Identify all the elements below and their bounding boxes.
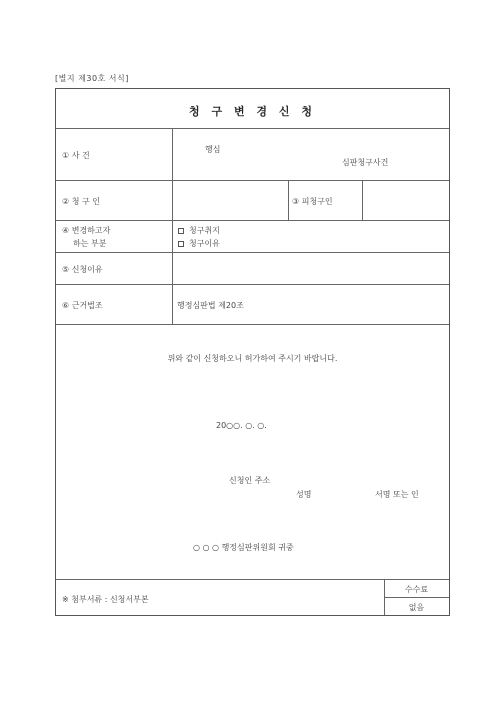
applicant-address-label: 신청인 주소 (229, 476, 271, 485)
divider (56, 252, 449, 253)
form-title: 청 구 변 경 신 청 (189, 105, 316, 118)
checkbox-icon[interactable] (178, 241, 184, 247)
checkbox-icon[interactable] (178, 228, 184, 234)
divider (56, 220, 449, 221)
divider (288, 180, 289, 220)
claimant-label: ② 청 구 인 (62, 197, 100, 206)
divider (56, 579, 449, 580)
case-value-suffix: 심판청구사건 (342, 158, 389, 167)
divider (56, 324, 449, 325)
reason-label: ⑤ 신청이유 (62, 265, 103, 274)
divider (56, 128, 449, 129)
legal-basis-value: 행정심판법 제20조 (177, 301, 244, 310)
case-label: ① 사 건 (62, 151, 90, 160)
divider (384, 597, 449, 598)
applicant-name-label: 성명 (296, 490, 312, 499)
legal-basis-label: ⑥ 근거법조 (62, 301, 103, 310)
divider (362, 180, 363, 220)
respondent-label: ③ 피청구인 (292, 197, 333, 206)
application-form (55, 88, 450, 616)
fee-label: 수수료 (404, 585, 429, 594)
addressee: ○ ○ ○ 행정심판위원회 귀중 (193, 543, 294, 552)
change-part-label-2: 하는 부분 (73, 239, 107, 248)
application-date: 20○○. ○. ○. (216, 421, 267, 430)
option-claim-reason[interactable]: 청구이유 (178, 238, 220, 249)
divider (56, 180, 449, 181)
fee-value: 없음 (408, 603, 425, 612)
divider (172, 128, 173, 324)
signature-label: 서명 또는 인 (375, 490, 419, 499)
option-claim-purpose[interactable]: 청구취지 (178, 225, 220, 236)
divider (56, 284, 449, 285)
attachments-note: ※ 첨부서류 : 신청서부본 (62, 595, 149, 604)
change-part-label: ④ 변경하고자 (62, 226, 111, 235)
case-value-prefix: 행심 (205, 145, 221, 154)
form-number-label: [별지 제30호 서식] (55, 74, 129, 83)
request-sentence: 위와 같이 신청하오니 허가하여 주시기 바랍니다. (167, 354, 338, 363)
